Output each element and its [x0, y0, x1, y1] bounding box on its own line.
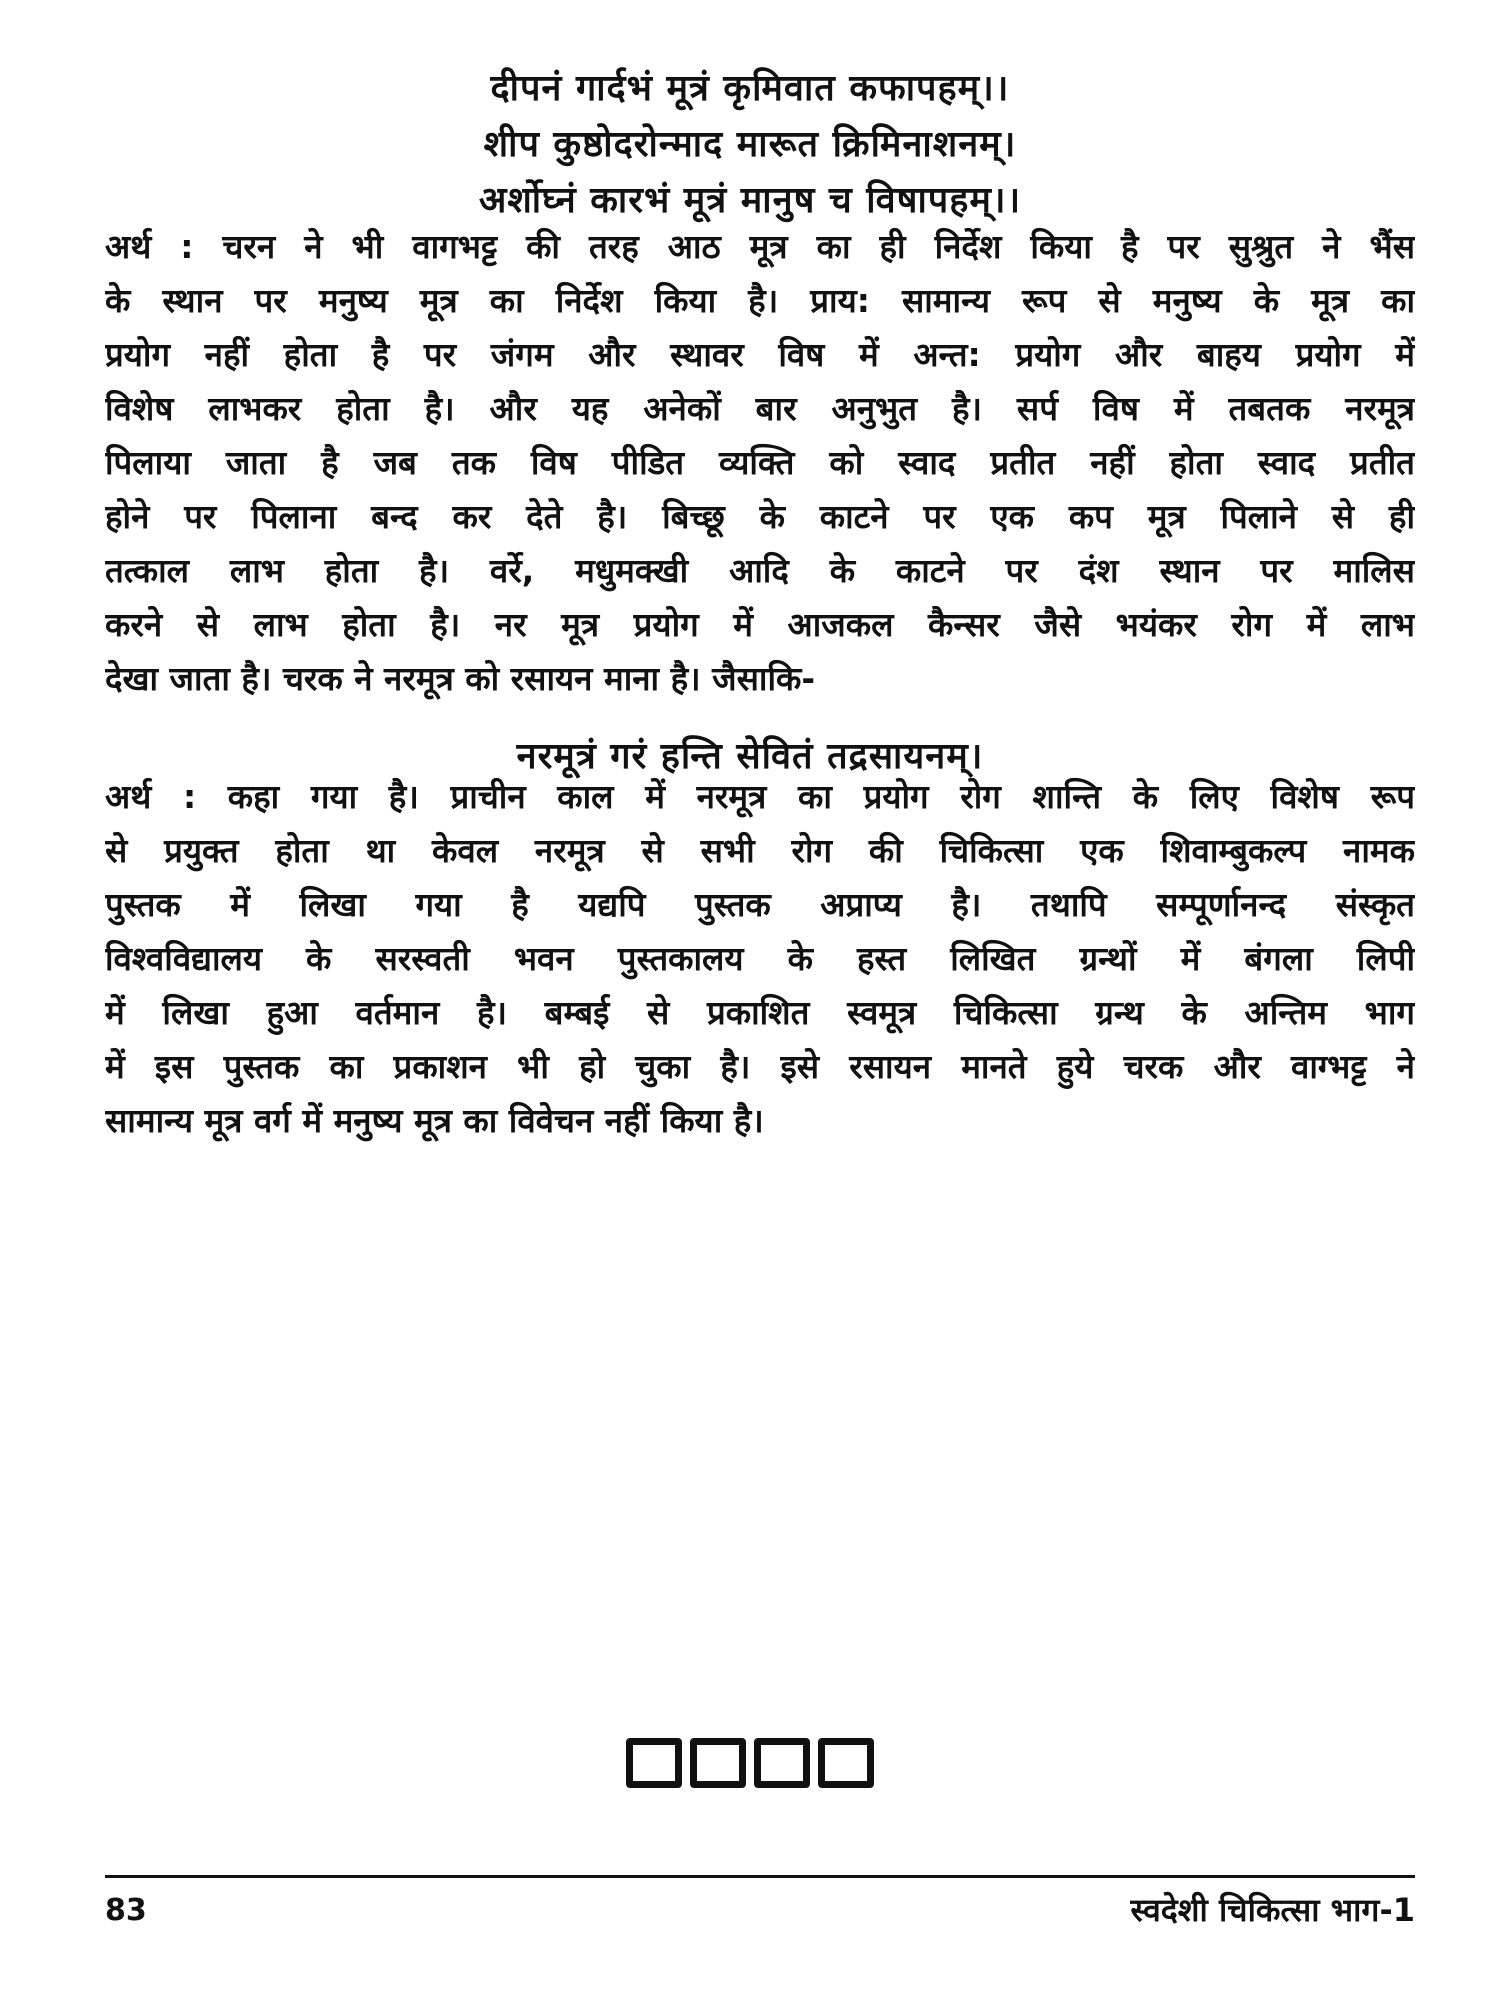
section-end-ornament: [0, 1738, 1500, 1792]
paragraph-line: में इस पुस्तक का प्रकाशन भी हो चुका है। इसे रसायन मानते हुये चरक और वाग्भट्ट ने: [105, 1047, 1415, 1086]
paragraph-line: में लिखा हुआ वर्तमान है। बम्बई से प्रकाशित स्वमूत्र चिकित्सा ग्रन्थ के अन्तिम भाग: [105, 993, 1415, 1032]
footer-divider: [105, 1875, 1415, 1878]
square-ornament-icon: [818, 1738, 874, 1788]
paragraph-line: प्रयोग नहीं होता है पर जंगम और स्थावर विष में अन्त: प्रयोग और बाहय प्रयोग में: [105, 335, 1415, 374]
verse-line-2: शीप कुष्ठोदरोन्माद मारूत क्रिमिनाशनम्।: [483, 124, 1017, 165]
square-ornament-icon: [754, 1738, 810, 1788]
paragraph-line: तत्काल लाभ होता है। वर्रे, मधुमक्खी आदि के काटने पर दंश स्थान पर मालिस: [105, 551, 1415, 590]
verse-line-3: अर्शोघ्नं कारभं मूत्रं मानुष च विषापहम्।।: [478, 180, 1022, 221]
paragraph-line: विश्वविद्यालय के सरस्वती भवन पुस्तकालय के हस्त लिखित ग्रन्थों में बंगला लिपी: [105, 939, 1415, 978]
paragraph-meaning-1: [105, 220, 1415, 706]
paragraph-line: पुस्तक में लिखा गया है यद्यपि पुस्तक अप्राप्य है। तथापि सम्पूर्णानन्द संस्कृत: [105, 885, 1415, 924]
paragraph-line: विशेष लाभकर होता है। और यह अनेकों बार अनुभुत है। सर्प विष में तबतक नरमूत्र: [105, 389, 1415, 428]
page-number: 83: [105, 1893, 147, 1928]
paragraph-meaning-2: [105, 770, 1415, 1148]
paragraph-line: के स्थान पर मनुष्य मूत्र का निर्देश किया है। प्राय: सामान्य रूप से मनुष्य के मूत्र का: [105, 281, 1415, 320]
book-title: स्वदेशी चिकित्सा भाग-1: [1130, 1891, 1415, 1929]
square-ornament-icon: [690, 1738, 746, 1788]
square-ornament-icon: [626, 1738, 682, 1788]
verse-line-1: दीपनं गार्दभं मूत्रं कृमिवात कफापहम्।।: [490, 68, 1010, 109]
paragraph-line: होने पर पिलाना बन्द कर देते है। बिच्छू के काटने पर एक कप मूत्र पिलाने से ही: [105, 497, 1415, 536]
paragraph-line: पिलाया जाता है जब तक विष पीडित व्यक्ति को स्वाद प्रतीत नहीं होता स्वाद प्रतीत: [105, 443, 1415, 482]
paragraph-line: अर्थ : कहा गया है। प्राचीन काल में नरमूत्र का प्रयोग रोग शान्ति के लिए विशेष रूप: [105, 777, 1415, 816]
paragraph-line: सामान्य मूत्र वर्ग में मनुष्य मूत्र का विवेचन नहीं किया है।: [105, 1101, 764, 1140]
verse-middle: नरमूत्रं गरं हन्ति सेवितं तद्रसायनम्।: [516, 736, 984, 777]
paragraph-line: करने से लाभ होता है। नर मूत्र प्रयोग में आजकल कैन्सर जैसे भयंकर रोग में लाभ: [105, 605, 1415, 644]
paragraph-line: देखा जाता है। चरक ने नरमूत्र को रसायन माना है। जैसाकि-: [105, 659, 816, 698]
paragraph-line: से प्रयुक्त होता था केवल नरमूत्र से सभी रोग की चिकित्सा एक शिवाम्बुकल्प नामक: [105, 831, 1415, 870]
paragraph-line: अर्थ : चरन ने भी वागभट्ट की तरह आठ मूत्र का ही निर्देश किया है पर सुश्रुत ने भैंस: [105, 227, 1415, 266]
